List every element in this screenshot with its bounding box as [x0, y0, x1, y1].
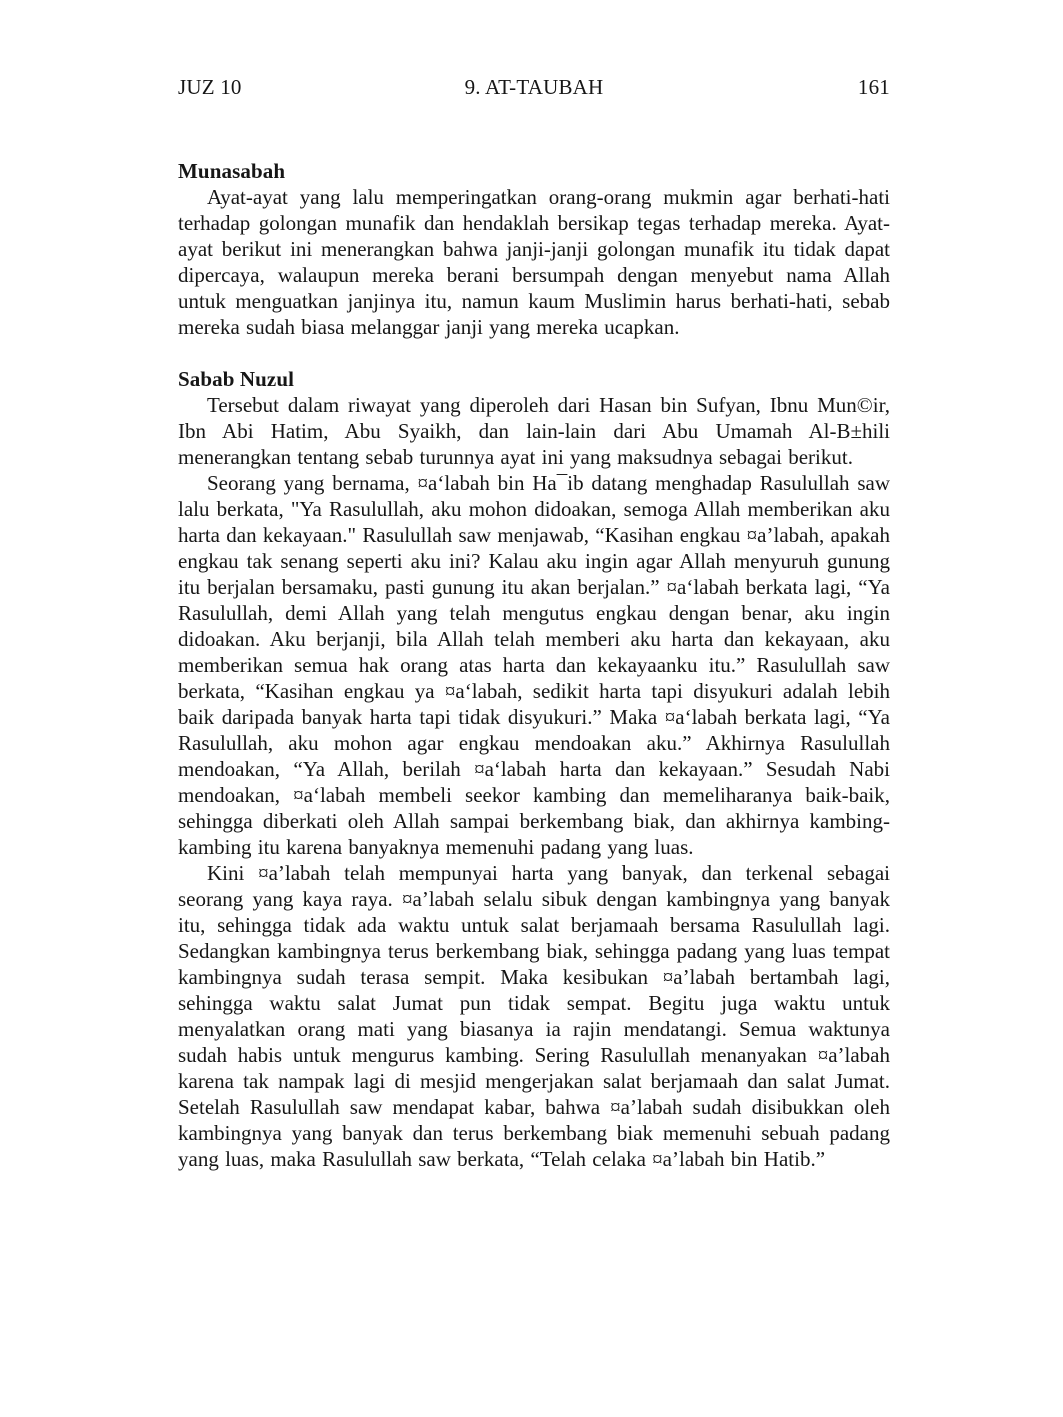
paragraph-sabab-nuzul-3: Kini ¤a’labah telah mempunyai harta yang banyak, dan terkenal sebagai seorang yang kaya raya. ¤a’labah selalu sibuk dengan kambingnya yang banyak itu, sehingga tidak ada waktu untuk salat berjamaah bersama Rasulullah lagi. Sedangkan kambingnya terus berkembang biak, sehingga padang yang luas tempat kambingnya sudah terasa sempit. Maka kesibukan ¤a’labah bertambah lagi, sehingga waktu salat Jumat pun tidak sempat. Begitu juga waktu untuk menyalatkan orang mati yang biasanya ia rajin mendatangi. Semua waktunya sudah habis untuk mengurus kambing. Sering Rasulullah menanyakan ¤a’labah karena tak nampak lagi di mesjid mengerjakan salat berjamaah dan salat Jumat. Setelah Rasulullah saw mendapat kabar, bahwa ¤a’labah sudah disibukkan oleh kambingnya yang banyak dan terus berkembang biak memenuhi sebuah padang yang luas, maka Rasulullah saw berkata, “Telah celaka ¤a’labah bin Hatib.” — [178, 861, 890, 1171]
section-heading-munasabah: Munasabah — [178, 159, 286, 183]
surah-title: 9. AT-TAUBAH — [464, 75, 604, 99]
paragraph-sabab-nuzul-2: Seorang yang bernama, ¤a‘labah bin Ha¯ib datang menghadap Rasulullah saw lalu berkata, "Ya Rasulullah, aku mohon didoakan, semoga Allah memberikan aku harta dan kekayaan." Rasulullah saw menjawab, “Kasihan engkau ¤a’labah, apakah engkau tak senang seperti aku ini? Kalau aku ingin agar Allah menyuruh gunung itu berjalan bersamaku, pasti gunung itu akan berjalan.” ¤a‘labah berkata lagi, “Ya Rasulullah, demi Allah yang telah mengutus engkau dengan benar, aku ingin didoakan. Aku berjanji, bila Allah telah memberi aku harta dan kekayaan, aku memberikan semua hak orang atas harta dan kekayaanku itu.” Rasulullah saw berkata, “Kasihan engkau ya ¤a‘labah, sedikit harta tapi disyukuri adalah lebih baik daripada banyak harta tapi tidak disyukuri.” Maka ¤a‘labah berkata lagi, “Ya Rasulullah, aku mohon agar engkau mendoakan aku.” Akhirnya Rasulullah mendoakan, “Ya Allah, berilah ¤a‘labah harta dan kekayaan.” Sesudah Nabi mendoakan, ¤a‘labah membeli seekor kambing dan memeliharanya baik-baik, sehingga diberkati oleh Allah sampai berkembang biak, dan akhirnya kambing-kambing itu karena banyaknya memenuhi padang yang luas. — [178, 471, 890, 859]
page-number: 161 — [857, 75, 890, 99]
juz-label: JUZ 10 — [178, 75, 242, 99]
paragraph-sabab-nuzul-1: Tersebut dalam riwayat yang diperoleh dari Hasan bin Sufyan, Ibnu Mun©ir, Ibn Abi Hatim, Abu Syaikh, dan lain-lain dari Abu Umamah Al-B±hili menerangkan tentang sebab turunnya ayat ini yang maksudnya sebagai berikut. — [178, 393, 890, 469]
section-heading-sabab-nuzul: Sabab Nuzul — [178, 367, 295, 391]
section-gap — [178, 340, 890, 366]
paragraph-munasabah-1: Ayat-ayat yang lalu memperingatkan orang-orang mukmin agar berhati-hati terhadap golongan munafik dan hendaklah bersikap tegas terhadap mereka. Ayat-ayat berikut ini menerangkan bahwa janji-janji golongan munafik itu tidak dapat dipercaya, walaupun mereka berani bersumpah dengan menyebut nama Allah untuk menguatkan janjinya itu, namun kaum Muslimin harus berhati-hati, sebab mereka sudah biasa melanggar janji yang mereka ucapkan. — [178, 185, 890, 339]
running-header — [178, 74, 890, 100]
page-content — [178, 158, 890, 1172]
